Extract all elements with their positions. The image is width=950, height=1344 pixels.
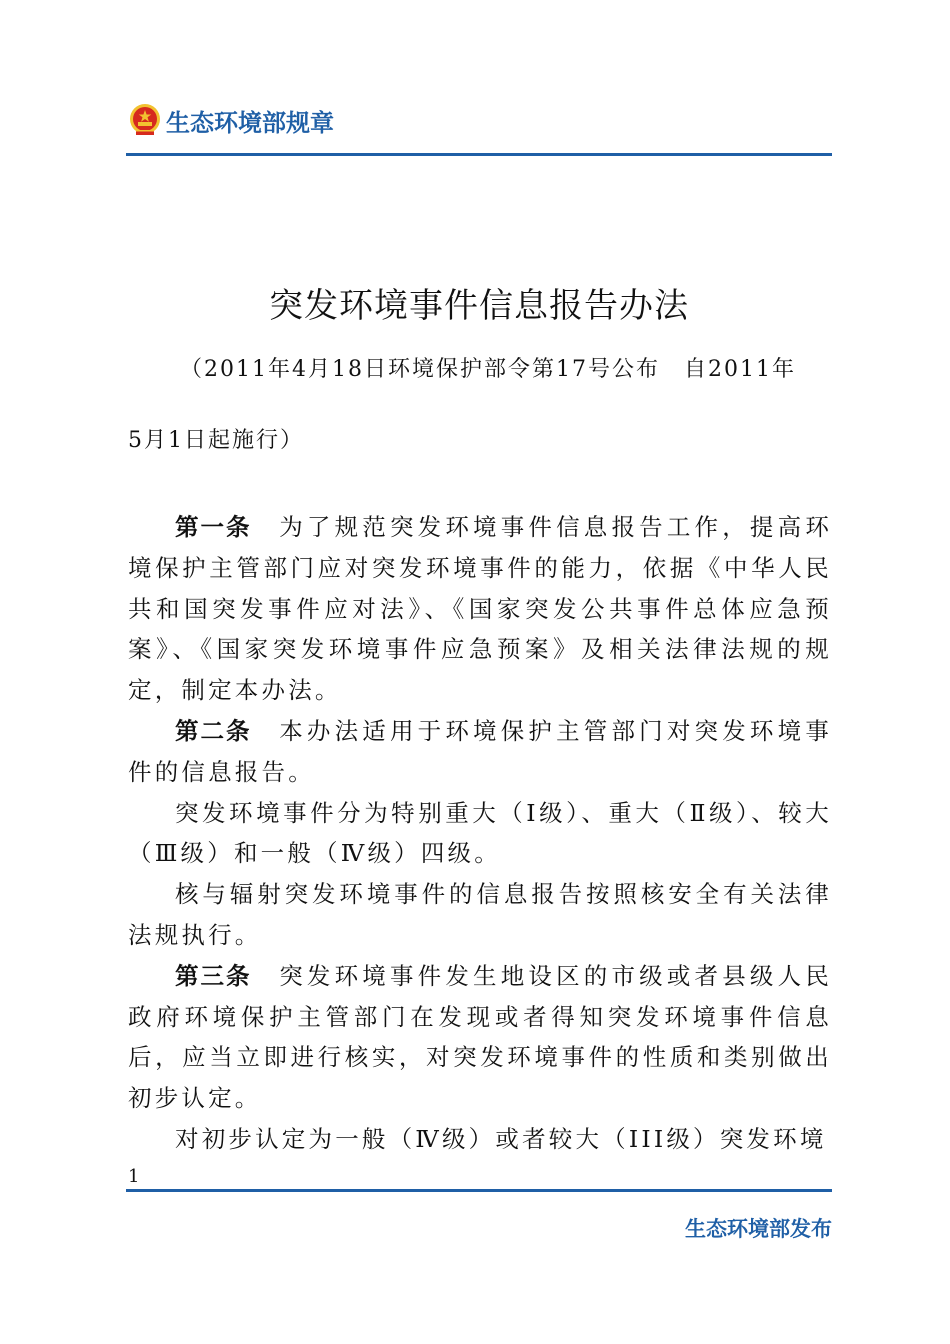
document-subtitle-line2: 5月1日起施行） [128, 428, 304, 453]
document-subtitle-line1: （2011年4月18日环境保护部令第17号公布 自2011年 [180, 357, 796, 382]
paragraph-text: 突发环境事件发生地设区的市级或者县级人民政府环境保护主管部门在发现或者得知突发环境事件信息后，应当立即进行核实，对突发环境事件的性质和类别做出初步认定。 [128, 961, 833, 1113]
article-label: 第三条 [175, 961, 252, 990]
paragraph [128, 793, 832, 875]
paragraph-text: 突发环境事件分为特别重大（Ⅰ级）、重大（Ⅱ级）、较大（Ⅲ级）和一般（Ⅳ级）四级。 [128, 798, 832, 868]
document-title: 突发环境事件信息报告办法 [269, 286, 689, 326]
paragraph-text: 为了规范突发环境事件信息报告工作，提高环境保护主管部门应对突发环境事件的能力，依据《中华人民共和国突发事件应对法》、《国家突发公共事件总体应急预案》、《国家突发环境事件应急预案》及相关法律法规的规定，制定本办法。 [128, 513, 833, 705]
article-label: 第二条 [175, 716, 252, 745]
page-number: 1 [128, 1166, 140, 1187]
page-header [128, 98, 334, 142]
paragraph [128, 874, 832, 956]
footer-divider [126, 1189, 832, 1192]
paragraph [128, 711, 832, 793]
paragraph [128, 956, 832, 1119]
footer-publisher: 生态环境部发布 [685, 1217, 832, 1241]
header-title: 生态环境部规章 [166, 108, 334, 137]
article-label: 第一条 [175, 513, 252, 541]
national-emblem-icon [128, 103, 162, 137]
paragraph-text: 对初步认定为一般（Ⅳ级）或者较大（III级）突发环境 [175, 1124, 827, 1153]
paragraph-text: 本办法适用于环境保护主管部门对突发环境事件的信息报告。 [128, 716, 833, 786]
paragraph [128, 507, 832, 711]
header-divider [126, 153, 832, 156]
paragraph-text: 核与辐射突发环境事件的信息报告按照核安全有关法律法规执行。 [128, 880, 832, 949]
document-body [128, 507, 832, 1160]
paragraph [128, 1119, 832, 1160]
